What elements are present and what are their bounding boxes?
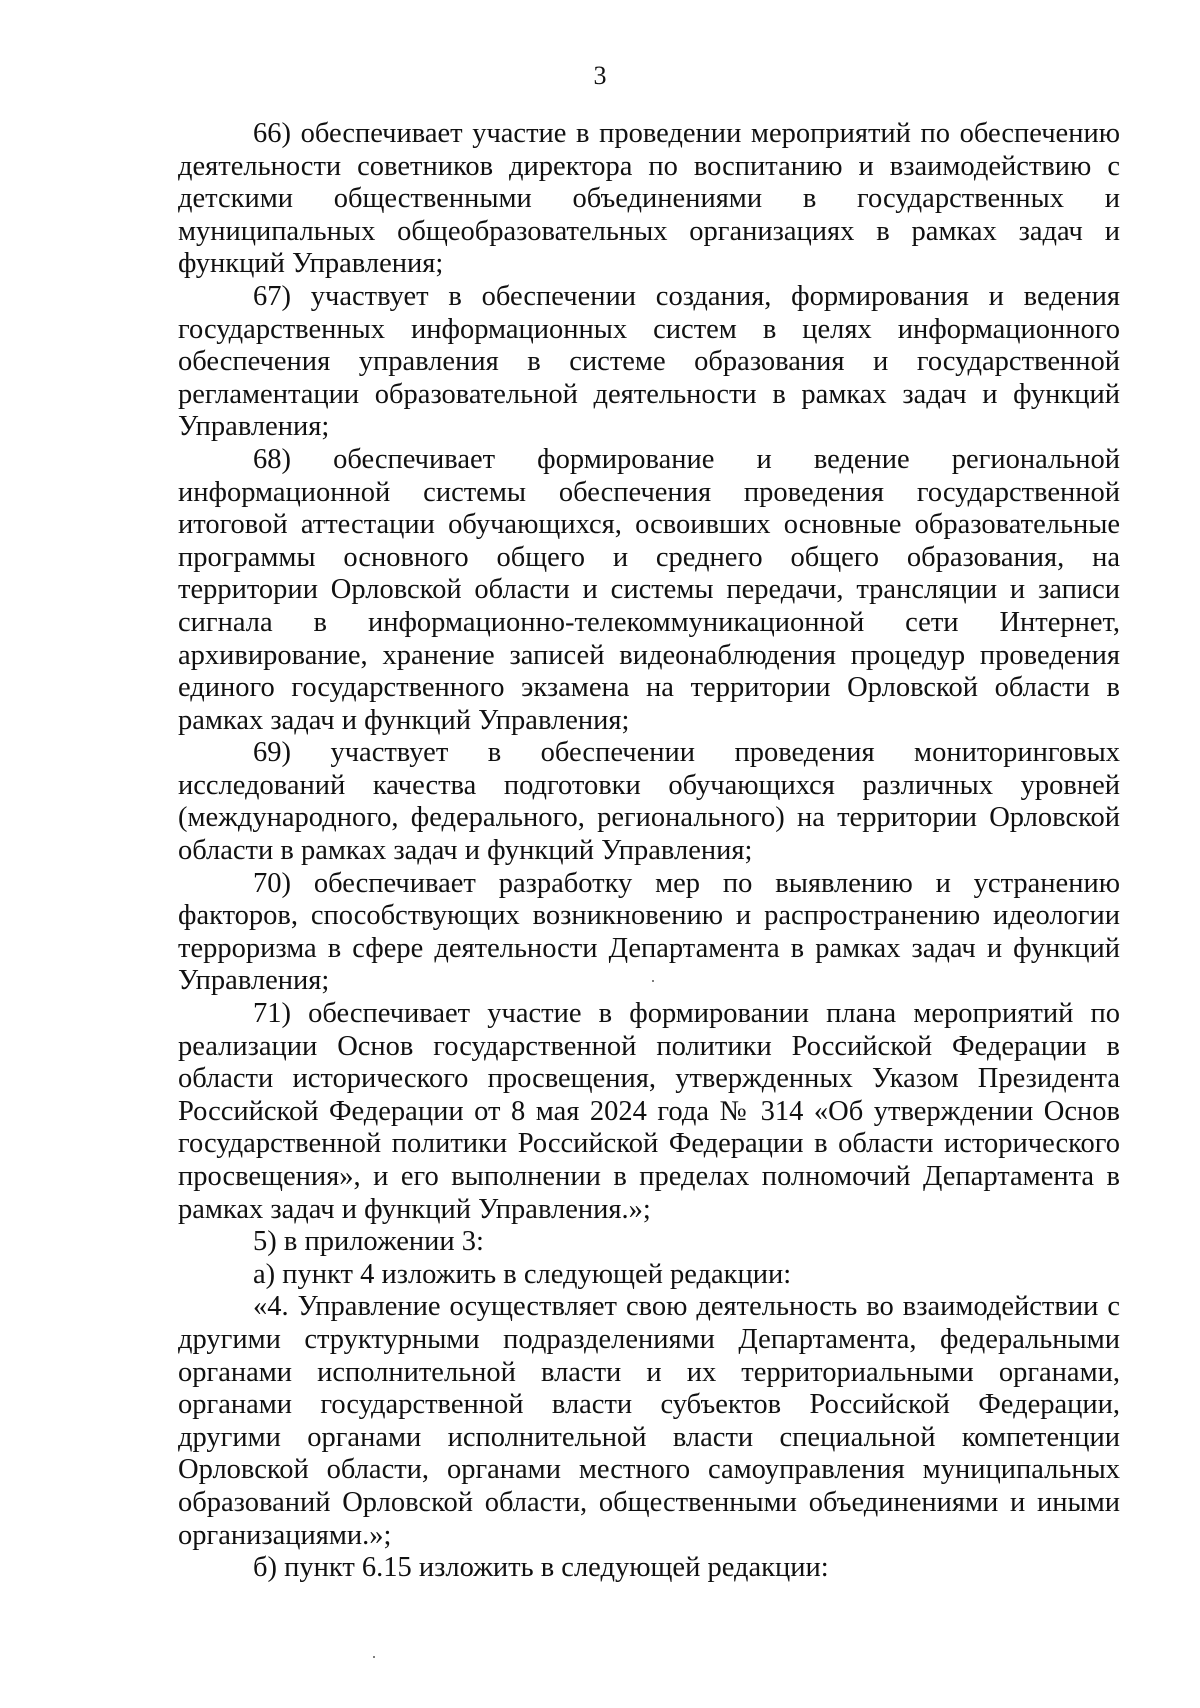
document-body [178,118,1120,1585]
page-number: 3 [593,61,607,90]
paragraph-item-69: 69) участвует в обеспечении проведения мониторинговых исследований качества подготовки обучающихся различных уровней (международного, федерального, регионального) на территории Орловской области в рамках задач и функций Управления; [178,737,1120,867]
paragraph-item-66: 66) обеспечивает участие в проведении мероприятий по обеспечению деятельности советников директора по воспитанию и взаимодействию с детскими общественными объединениями в государственных и муниципальных общеобразовательных организациях в рамках задач и функций Управления; [178,118,1120,280]
paragraph-item-68: 68) обеспечивает формирование и ведение региональной информационной системы обеспечения проведения государственной итоговой аттестации обучающихся, освоивших основные образовательные программы основного общего и среднего общего образования, на территории Орловской области и системы передачи, трансляции и записи сигнала в информационно-телекоммуникационной сети Интернет, архивирование, хранение записей видеонаблюдения процедур проведения единого государственного экзамена на территории Орловской области в рамках задач и функций Управления; [178,443,1120,736]
paragraph-item-70: 70) обеспечивает разработку мер по выявлению и устранению факторов, способствующих возникновению и распространению идеологии терроризма в сфере деятельности Департамента в рамках задач и функций Управления; [178,867,1120,997]
paragraph-subitem-b: б) пункт 6.15 изложить в следующей редакции: [253,1552,829,1584]
paragraph-subitem-a: а) пункт 4 изложить в следующей редакции: [253,1258,792,1290]
scan-speck [652,980,654,982]
paragraph-item-67: 67) участвует в обеспечении создания, формирования и ведения государственных информационных систем в целях информационного обеспечения управления в системе образования и государственной регламентации образовательной деятельности в рамках задач и функций Управления; [178,280,1120,443]
paragraph-clause-4: «4. Управление осуществляет свою деятельность во взаимодействии с другими структурными подразделениями Департамента, федеральными органами исполнительной власти и их территориальными органами, органами государственной власти субъектов Российской Федерации, другими органами исполнительной власти специальной компетенции Орловской области, органами местного самоуправления муниципальных образований Орловской области, общественными объединениями и иными организациями.»; [178,1291,1120,1551]
paragraph-appendix-3: 5) в приложении 3: [253,1226,484,1258]
paragraph-item-71: 71) обеспечивает участие в формировании плана мероприятий по реализации Основ государственной политики Российской Федерации в области исторического просвещения, утвержденных Указом Президента Российской Федерации от 8 мая 2024 года № 314 «Об утверждении Основ государственной политики Российской Федерации в области исторического просвещения», и его выполнении в пределах полномочий Департамента в рамках задач и функций Управления.»; [178,998,1120,1225]
scan-speck [373,1656,375,1658]
